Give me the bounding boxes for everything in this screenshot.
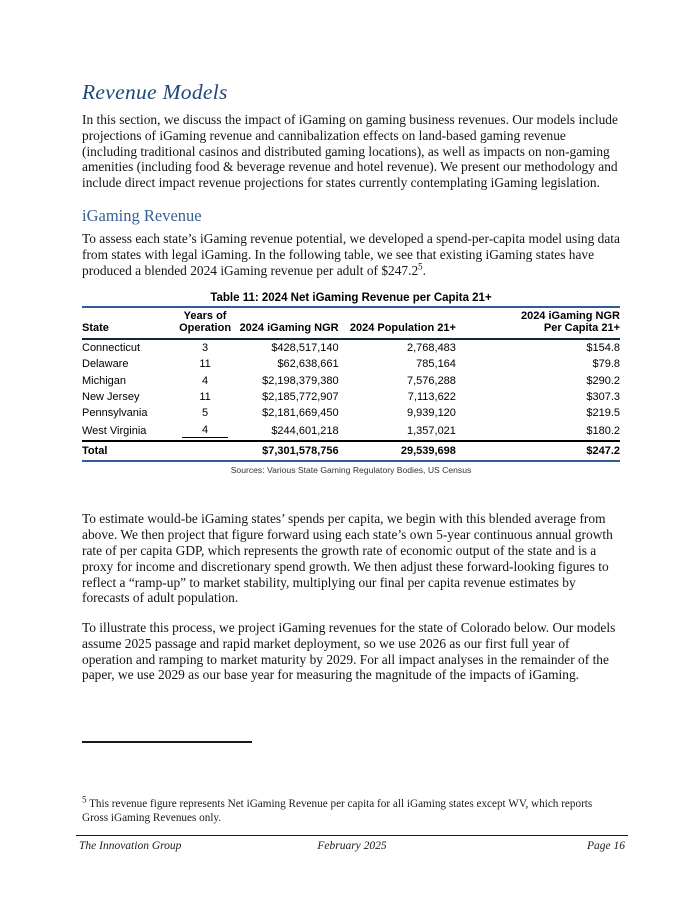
cell-years: 4: [202, 374, 209, 387]
cell-years: 11: [199, 358, 211, 371]
cell-population: 7,576,288: [406, 374, 456, 387]
assess-paragraph: [82, 231, 620, 278]
table-header-row: [82, 307, 620, 338]
table-row: [82, 389, 620, 405]
cell-ngr: $62,638,661: [277, 358, 339, 371]
page-footer: [79, 840, 625, 852]
cell-state: West Virginia: [82, 424, 147, 437]
cell-ngr: $428,517,140: [271, 341, 339, 354]
cell-ngr: $244,601,218: [271, 424, 339, 437]
table-row: [82, 356, 620, 372]
footnote: [82, 794, 620, 825]
cell-population: 9,939,120: [406, 407, 456, 420]
footer-page-number: Page 16: [586, 840, 625, 852]
col-header-per-capita-line1: 2024 iGaming NGR: [520, 310, 620, 323]
cell-ngr: $2,185,772,907: [262, 390, 339, 403]
cell-per-capita: $154.8: [586, 341, 620, 354]
cell-per-capita: $307.3: [586, 390, 620, 403]
footer-date: February 2025: [317, 840, 387, 852]
illustrate-paragraph: To illustrate this process, we project iGaming revenues for the state of Colorado below. Our models assume 2025 passage and rapid market deployment, so we use 2026 as our first full year of operation and ramping to market maturity by 2029. For all impact analyses in the remainder of the paper, we use 2029 as our base year for measuring the magnitude of the impacts of iGaming.: [82, 620, 616, 683]
cell-per-capita: $79.8: [592, 358, 620, 371]
cell-total-per-capita: $247.2: [456, 441, 620, 462]
cell-total-years: [171, 441, 240, 462]
cell-state: New Jersey: [82, 390, 140, 403]
net-igaming-revenue-table: [82, 306, 620, 462]
intro-paragraph: In this section, we discuss the impact of iGaming on gaming business revenues. Our models include projections of iGaming revenue and cannibalization effects on land-based gaming revenue (including traditional casinos and distributed gaming locations), as well as impacts on non-gaming amenities (including food & beverage revenue and hotel revenue). We present our methodology and include direct impact revenue projections for states currently contemplating iGaming legislation.: [82, 112, 618, 191]
col-header-years-line2: Operation: [179, 322, 232, 335]
cell-total-label: Total: [82, 441, 171, 462]
footer-rule: [76, 835, 628, 836]
revenue-table-block: [82, 292, 620, 475]
table-row: [82, 339, 620, 356]
years-sum-underline: 4: [182, 424, 228, 438]
footnote-reference-5: 5: [418, 261, 423, 272]
cell-population: 1,357,021: [406, 424, 456, 437]
cell-years: 5: [202, 407, 209, 420]
cell-per-capita: $290.2: [586, 374, 620, 387]
col-header-years-line1: Years of: [183, 310, 227, 323]
document-title: Revenue Models: [82, 80, 228, 104]
cell-per-capita: $180.2: [586, 424, 620, 437]
col-header-ngr-per-capita: [456, 307, 620, 338]
col-header-per-capita-line2: Per Capita 21+: [543, 322, 620, 335]
col-header-igaming-ngr: 2024 iGaming NGR: [240, 307, 339, 338]
footer-company: The Innovation Group: [79, 840, 182, 852]
cell-population: 2,768,483: [406, 341, 456, 354]
col-header-years-of-operation: [171, 307, 240, 338]
cell-total-ngr: $7,301,578,756: [240, 441, 339, 462]
table-title: Table 11: 2024 Net iGaming Revenue per Capita 21+: [210, 292, 492, 305]
table-row: [82, 372, 620, 388]
assess-paragraph-tail: .: [422, 262, 427, 278]
cell-population: 785,164: [416, 358, 456, 371]
cell-years: 3: [202, 341, 209, 354]
cell-state: Delaware: [82, 358, 129, 371]
estimate-paragraph: To estimate would-be iGaming states’ spends per capita, we begin with this blended average from above. We then project that figure forward using each state’s own 5-year continuous annual growth rate of per capita GDP, which represents the growth rate of economic output of the state and is a proxy for income and discretionary spend growth. We then adjust these forward-looking figures to reflect a “ramp-up” to market stability, multiplying our final per capita revenue estimates by forecasts of adult population.: [82, 511, 613, 606]
cell-ngr: $2,181,669,450: [262, 407, 339, 420]
cell-per-capita: $219.5: [586, 407, 620, 420]
cell-years: 11: [199, 390, 211, 403]
table-sources-note: Sources: Various State Gaming Regulatory Bodies, US Census: [230, 465, 472, 476]
table-row: [82, 405, 620, 421]
cell-state: Pennsylvania: [82, 407, 148, 420]
col-header-population: 2024 Population 21+: [339, 307, 456, 338]
cell-total-population: 29,539,698: [339, 441, 456, 462]
assess-paragraph-text: To assess each state’s iGaming revenue potential, we developed a spend-per-capita model using data from states with legal iGaming. In the following table, we see that existing iGaming states have produced a blended 2024 iGaming revenue per adult of $247.2: [82, 230, 620, 278]
cell-population: 7,113,622: [407, 390, 456, 403]
cell-state: Connecticut: [82, 341, 141, 354]
table-total-row: [82, 441, 620, 462]
cell-years: [171, 421, 240, 440]
footnote-separator-rule: [82, 741, 252, 743]
page-content: [82, 80, 620, 697]
table-row: [82, 421, 620, 440]
cell-state: Michigan: [82, 374, 127, 387]
cell-ngr: $2,198,379,380: [262, 374, 339, 387]
footnote-marker-5: 5: [82, 794, 87, 805]
col-header-state: State: [82, 307, 171, 338]
section-heading-igaming-revenue: iGaming Revenue: [82, 205, 202, 225]
footnote-text: This revenue figure represents Net iGaming Revenue per capita for all iGaming states except WV, which reports Gross iGaming Revenues only.: [82, 798, 593, 824]
